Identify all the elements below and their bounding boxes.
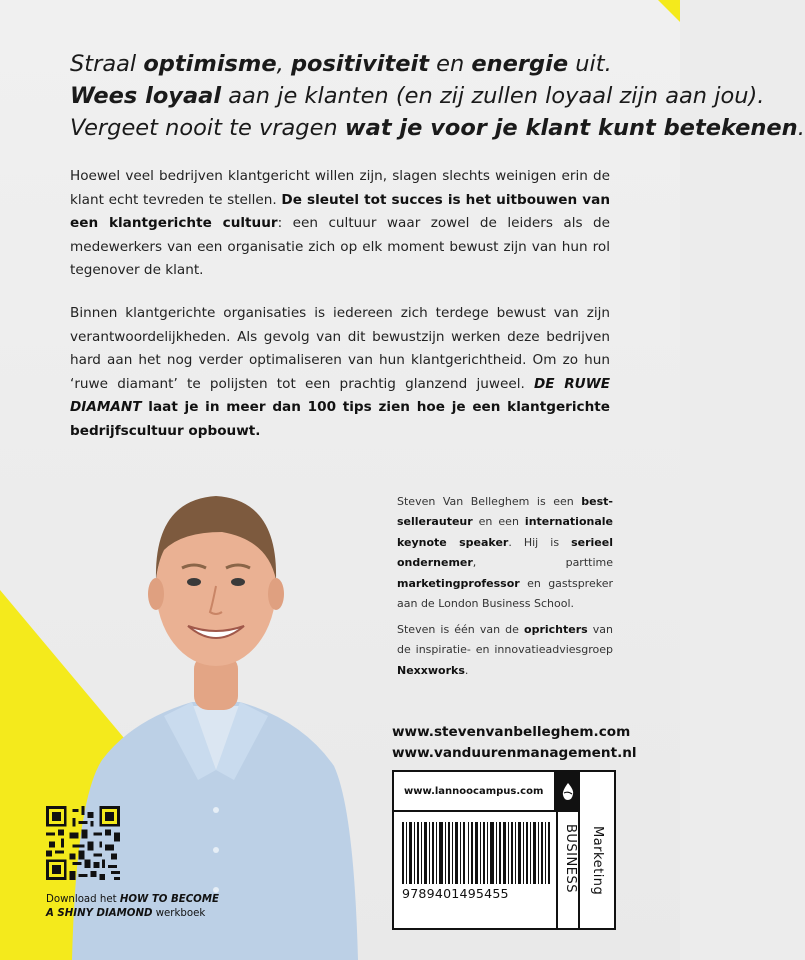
- barcode-box: [392, 770, 616, 930]
- headline-line-1: Straal optimisme, positiviteit en energie uit.: [70, 51, 612, 77]
- headline-line-3: Vergeet nooit te vragen wat je voor je klant kunt betekenen.: [70, 115, 805, 141]
- author-bio-2: Steven is één van de oprichters van de inspiratie- en innovatieadviesgroep Nexxworks.: [397, 623, 614, 677]
- intro-paragraph-1: Hoewel veel bedrijven klantgericht willen zijn, slagen slechts weinigen erin de klant echt tevreden te stellen. De sleutel tot succes is het uitbouwen van een klantgerichte cultuur: een cultuur waar zowel de leiders als de medewerkers van een organisatie zich op elk moment bewust zijn van hun rol tegenover de klant.: [70, 168, 611, 279]
- intro-paragraph-2: Binnen klantgerichte organisaties is iedereen zich terdege bewust van zijn verantwoordelijkheden. Als gevolg van dit bewustzijn werken deze bedrijven hard aan het nog verder optimaliseren van hun klantgerichtheid. Om zo hun ‘ruwe diamant’ te polijsten tot een prachtig glanzend juweel. DE RUWE DIAMANT laat je in meer dan 100 tips zien hoe je een klantgerichte bedrijfscultuur opbouwt.: [70, 305, 610, 439]
- publisher-url[interactable]: www.lannoocampus.com: [394, 772, 556, 812]
- category-business-column: [556, 812, 580, 928]
- category-marketing-column: [580, 772, 614, 928]
- website-link-author[interactable]: www.stevenvanbelleghem.com: [392, 724, 631, 740]
- headline-line-2: Wees loyaal aan je klanten (en zij zullen loyaal zijn aan jou).: [70, 83, 765, 109]
- author-bio: Steven Van Belleghem is een bestsellerauteur en een internationale keynote speaker. Hij is serieel ondernemer, parttime marketingprofessor en gastspreker aan de London Business School.: [397, 495, 613, 611]
- isbn-barcode: [402, 822, 550, 884]
- category-business: BUSINESS: [563, 824, 578, 893]
- corner-accent: [658, 0, 680, 22]
- category-marketing: Marketing: [590, 826, 605, 896]
- headline: [70, 48, 805, 144]
- qr-code[interactable]: [46, 806, 120, 880]
- website-link-management[interactable]: www.vanduurenmanagement.nl: [392, 745, 637, 761]
- workbook-download-note: Download het HOW TO BECOME A SHINY DIAMOND werkboek: [46, 894, 219, 919]
- isbn-number: 9789401495455: [402, 886, 509, 901]
- lannoo-drop-icon: [556, 772, 580, 812]
- author-photo: [72, 470, 360, 960]
